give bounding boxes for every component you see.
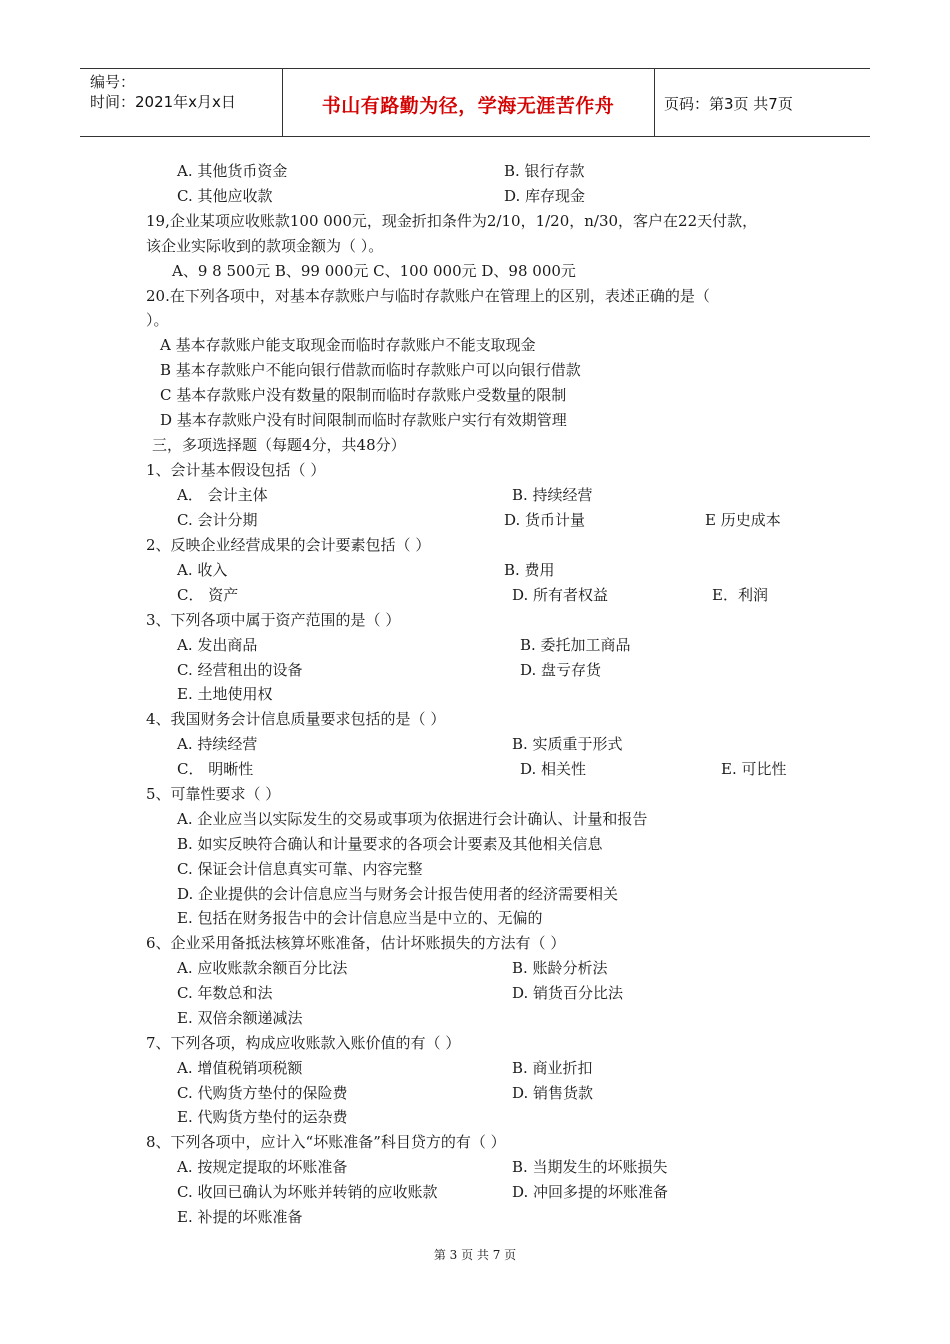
question-line: 6、企业采用备抵法核算坏账准备，估计坏账损失的方法有（ ）: [146, 934, 566, 952]
header-motto: 书山有路勤为径，学海无涯苦作舟: [321, 95, 615, 117]
option-line: E．利润: [712, 586, 768, 604]
option-line: B 基本存款账户不能向银行借款而临时存款账户可以向银行借款: [160, 361, 581, 379]
serial-label: 编号：: [90, 73, 136, 91]
option-line: C． 资产: [177, 586, 239, 604]
option-line: D. 销货百分比法: [512, 984, 624, 1002]
header-motto-cell: [282, 69, 655, 136]
option-line: B. 实质重于形式: [512, 735, 623, 753]
option-line: E. 补提的坏账准备: [177, 1208, 303, 1226]
option-line: A. 增值税销项税额: [177, 1059, 303, 1077]
option-line: D. 相关性: [520, 760, 587, 778]
page-header: [80, 68, 870, 137]
option-line: C. 其他应收款: [177, 187, 273, 205]
option-line: A． 会计主体: [177, 486, 268, 504]
page-footer: 第 3 页 共 7 页: [433, 1248, 517, 1262]
question-line: 5、可靠性要求（ ）: [146, 785, 281, 803]
option-line: A. 应收账款余额百分比法: [177, 959, 348, 977]
option-line: B. 账龄分析法: [512, 959, 608, 977]
option-line: E. 土地使用权: [177, 685, 273, 703]
question-line: 2、反映企业经营成果的会计要素包括（ ）: [146, 536, 431, 554]
option-line: A. 收入: [177, 561, 228, 579]
option-line: D 基本存款账户没有时间限制而临时存款账户实行有效期管理: [160, 411, 567, 429]
option-line: C. 经营租出的设备: [177, 661, 303, 679]
option-line: C． 明晰性: [177, 760, 254, 778]
option-line: D. 企业提供的会计信息应当与财务会计报告使用者的经济需要相关: [177, 885, 619, 903]
option-line: B. 费用: [504, 561, 555, 579]
option-line: C. 收回已确认为坏账并转销的应收账款: [177, 1183, 438, 1201]
option-line: A 基本存款账户能支取现金而临时存款账户不能支取现金: [160, 336, 536, 354]
section-heading: 三，多项选择题（每题4分，共48分）: [152, 436, 406, 454]
question-line: ）。: [146, 311, 169, 329]
question-line: 1、会计基本假设包括（ ）: [146, 461, 326, 479]
option-line: A. 持续经营: [177, 735, 258, 753]
option-line: E. 包括在财务报告中的会计信息应当是中立的、无偏的: [177, 909, 543, 927]
option-line: A. 其他货币资金: [177, 162, 288, 180]
question-line: 3、下列各项中属于资产范围的是（ ）: [146, 611, 401, 629]
option-line: C 基本存款账户没有数量的限制而临时存款账户受数量的限制: [160, 386, 567, 404]
option-line: B. 银行存款: [504, 162, 585, 180]
option-line: C. 代购货方垫付的保险费: [177, 1084, 348, 1102]
option-line: B. 如实反映符合确认和计量要求的各项会计要素及其他相关信息: [177, 835, 603, 853]
option-line: C. 保证会计信息真实可靠、内容完整: [177, 860, 423, 878]
option-line: B. 商业折扣: [512, 1059, 593, 1077]
option-line: A. 企业应当以实际发生的交易或事项为依据进行会计确认、计量和报告: [177, 810, 648, 828]
option-line: B. 持续经营: [512, 486, 593, 504]
option-line: D. 库存现金: [504, 187, 586, 205]
option-line: E. 代购货方垫付的运杂费: [177, 1108, 348, 1126]
option-line: D. 货币计量: [504, 511, 586, 529]
question-line: 7、下列各项，构成应收账款入账价值的有（ ）: [146, 1034, 461, 1052]
option-line: C. 会计分期: [177, 511, 258, 529]
header-meta-cell: [80, 69, 283, 136]
question-line: 19,企业某项应收账款100 000元，现金折扣条件为2/10，1/20，n/30，客户在22天付款，: [146, 212, 758, 230]
option-line: D. 所有者权益: [512, 586, 609, 604]
time-label: 时间：2021年x月x日: [90, 93, 236, 111]
header-page-cell: [654, 69, 870, 136]
question-line: 4、我国财务会计信息质量要求包括的是（ ）: [146, 710, 446, 728]
page-number-label: 页码：第3页 共7页: [664, 95, 793, 113]
option-line: A. 按规定提取的坏账准备: [177, 1158, 348, 1176]
option-line: A、9 8 500元 B、99 000元 C、100 000元 D、98 000元: [172, 262, 576, 280]
option-line: E. 双倍余额递减法: [177, 1009, 303, 1027]
option-line: D. 冲回多提的坏账准备: [512, 1183, 669, 1201]
option-line: D. 销售货款: [512, 1084, 594, 1102]
option-line: A. 发出商品: [177, 636, 258, 654]
question-line: 该企业实际收到的款项金额为（ ）。: [146, 237, 384, 255]
option-line: B. 当期发生的坏账损失: [512, 1158, 668, 1176]
question-line: 8、下列各项中，应计入“坏账准备”科目贷方的有（ ）: [146, 1133, 506, 1151]
option-line: B. 委托加工商品: [520, 636, 631, 654]
option-line: D. 盘亏存货: [520, 661, 602, 679]
question-line: 20.在下列各项中，对基本存款账户与临时存款账户在管理上的区别，表述正确的是（: [146, 287, 710, 305]
option-line: E. 可比性: [721, 760, 787, 778]
option-line: C. 年数总和法: [177, 984, 273, 1002]
option-line: E 历史成本: [705, 511, 781, 529]
